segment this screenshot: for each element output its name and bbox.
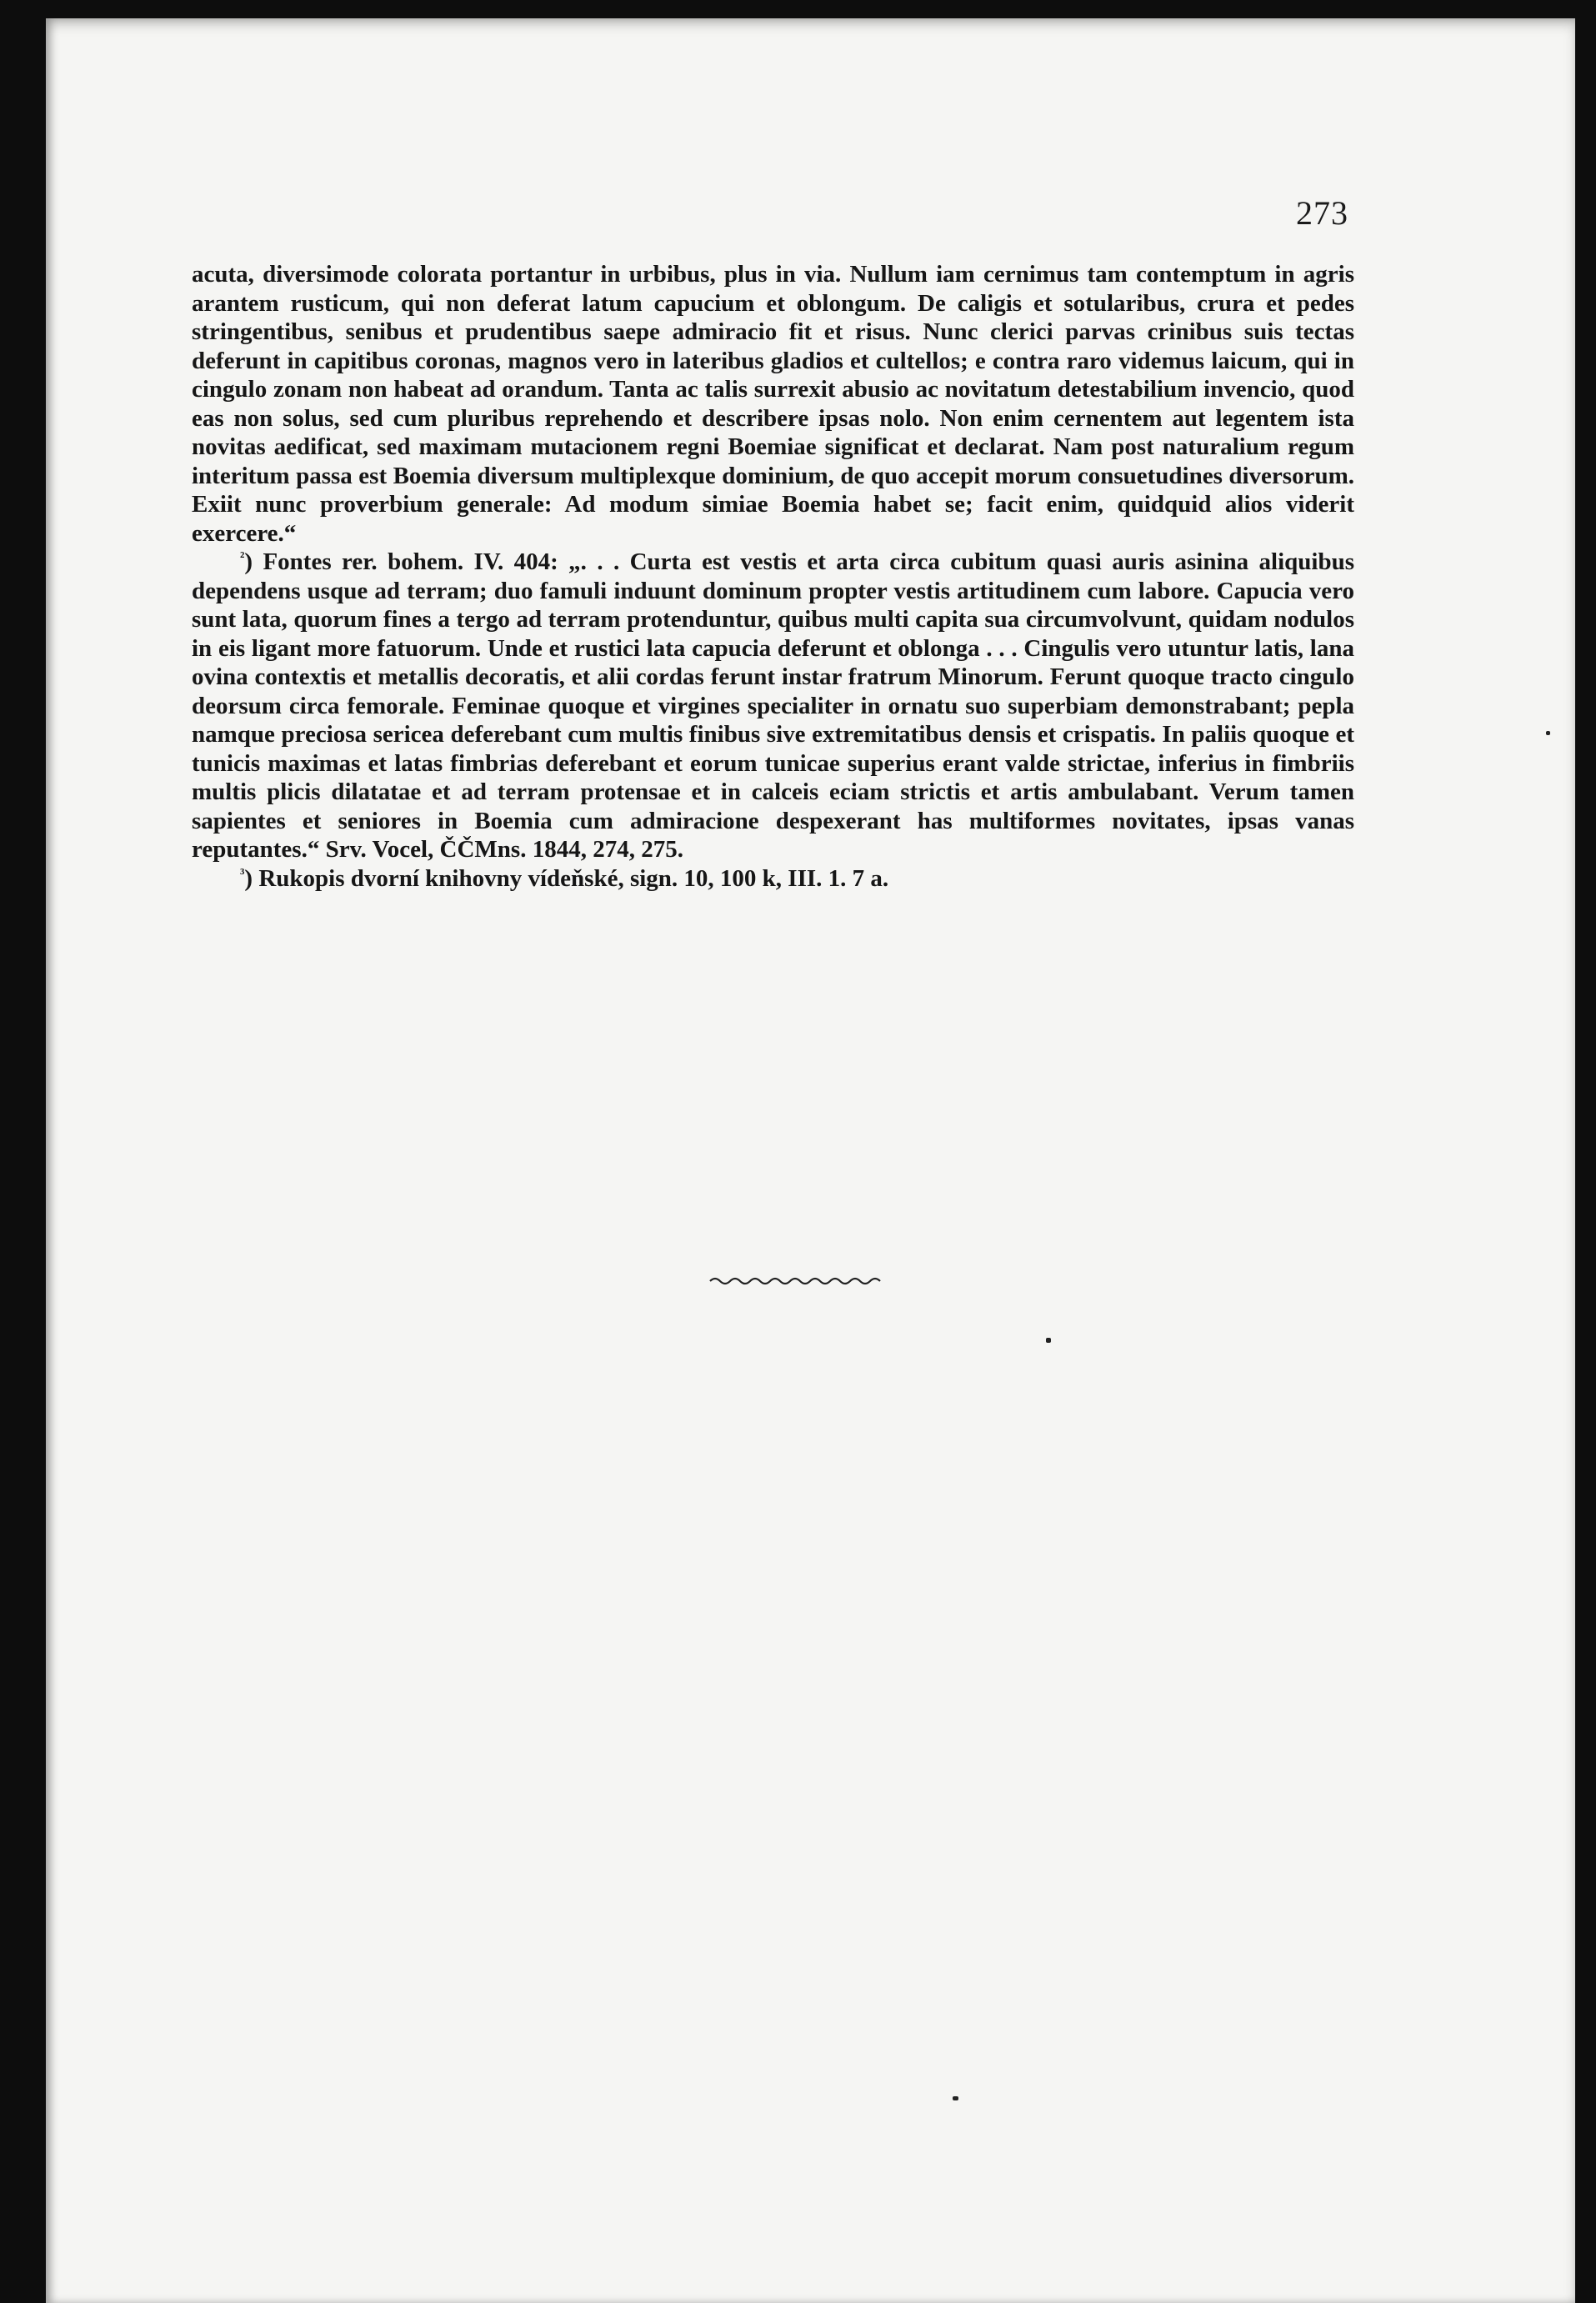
footnote-marker: ³ <box>240 864 245 882</box>
footnote-3 <box>192 864 1354 894</box>
footnote-text: ) Rukopis dvorní knihovny vídeňské, sign. 10, 100 k, III. 1. 7 a. <box>244 864 889 892</box>
print-speck <box>1546 731 1550 735</box>
page-number: 273 <box>1296 194 1348 232</box>
book-page <box>46 18 1575 2303</box>
print-speck <box>953 2096 958 2100</box>
page-text-block <box>192 260 1354 893</box>
print-speck <box>1046 1338 1051 1343</box>
wavy-rule-ornament <box>708 1275 883 1287</box>
footnote-text: ) Fontes rer. bohem. IV. 404: „. . . Curta est vestis et arta circa cubitum quasi auris asinina aliquibus dependens usque ad terram; duo famuli induunt dominum propter vestis artitudinem cum labore. Capucia vero sunt lata, quorum fines a tergo ad terram protenduntur, quibus multi capita sua circumvolvunt, quidam nodulos in eis ligant more fatuorum. Unde et rustici lata capucia deferunt et oblonga . . . Cingulis vero utuntur latis, lana ovina contextis et metallis decoratis, et alii cordas ferunt instar fratrum Minorum. Ferunt quoque tracto cingulo deorsum circa femorale. Feminae quoque et virgines specialiter in ornatu suo superbiam demonstrabant; pepla namque preciosa sericea deferebant cum multis finibus sive extremitatibus densis et crispatis. In paliis quoque et tunicis maximas et latas fimbrias deferebant et eorum tunicae superius erant valde strictae, inferius in fimbriis multis plicis dilatatae et ad terram protensae et in calceis eciam strictis et artis ambulabant. Verum tamen sapientes et seniores in Boemia cum admiracione despexerant has multiformes novitates, ipsas vanas reputantes.“ Srv. Vocel, ČČMns. 1844, 274, 275. <box>192 548 1354 863</box>
footnote-2 <box>192 548 1354 864</box>
footnote-marker: ² <box>240 548 245 565</box>
body-paragraph: acuta, diversimode colorata portantur in urbibus, plus in via. Nullum iam cernimus tam contemptum in agris arantem rusticum, qui non deferat latum capucium et oblongum. De caligis et sotularibus, crura et pedes stringentibus, senibus et prudentibus saepe admiracio fit et risus. Nunc clerici parvas crinibus suis tectas deferunt in capitibus coronas, magnos vero in lateribus gladios et cultellos; e contra raro videmus laicum, qui in cingulo zonam non habeat ad orandum. Tanta ac talis surrexit abusio ac novitatum detestabilium invencio, quod eas non solus, sed cum pluribus reprehendo et describere ipsas nolo. Non enim cernentem aut legentem ista novitas aedificat, sed maximam mutacionem regni Boemiae significat et declarat. Nam post naturalium regum interitum passa est Boemia diversum multiplexque dominium, de quo accepit morum consuetudines diversorum. Exiit nunc proverbium generale: Ad modum simiae Boemia habet se; facit enim, quidquid alios viderit exercere.“ <box>192 261 1354 547</box>
